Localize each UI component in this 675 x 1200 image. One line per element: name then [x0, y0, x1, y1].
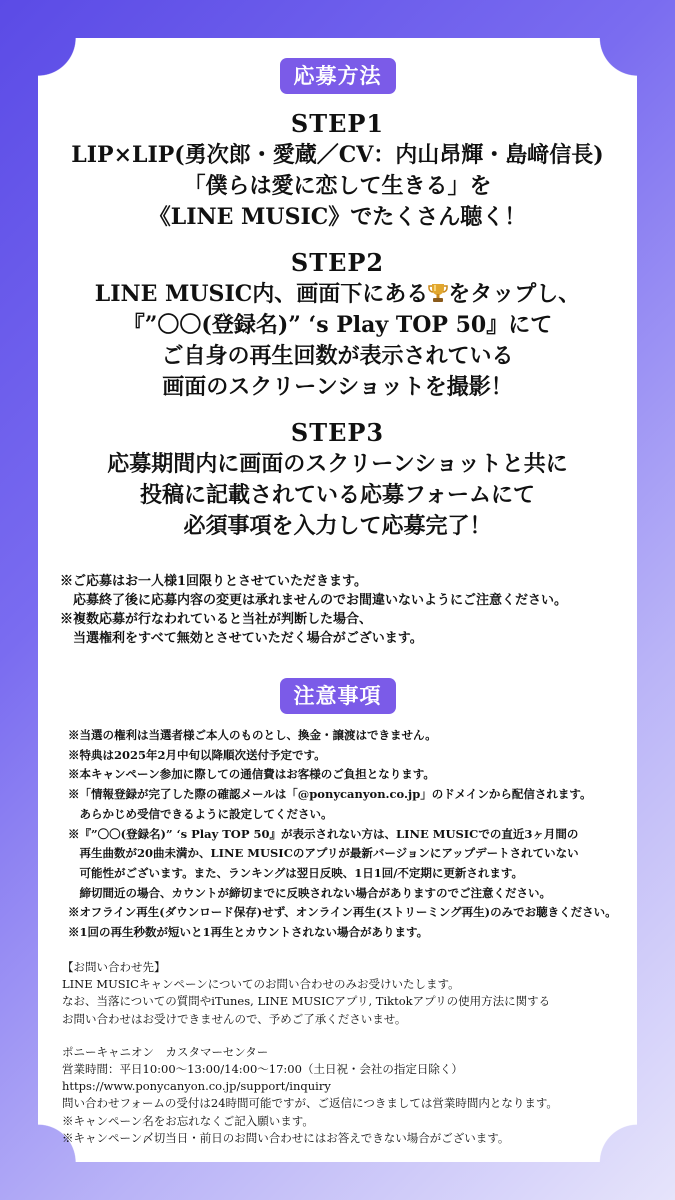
caution-line: ※当選の権利は当選者様ご本人のものとし、換金・譲渡はできません。	[68, 728, 437, 742]
note-line: 応募終了後に応募内容の変更は承れませんのでお間違いないようにご注意ください。	[60, 593, 568, 608]
step-1-line: 《LINE MUSIC》でたくさん聴く！	[148, 204, 527, 230]
caution-line: 可能性がございます。また、ランキングは翌日反映、1日1回/不定期に更新されます。	[68, 865, 524, 880]
contact-line: 営業時間：平日10:00～13:00/14:00～17:00（土日祝・会社の指定日除く）	[62, 1062, 463, 1077]
step-1	[0, 108, 675, 233]
contact-url: https://www.ponycanyon.co.jp/support/inquiry	[62, 1079, 331, 1094]
contact-line: 問い合わせフォームの受付は24時間可能ですが、ご返信につきましては営業時間内となります。	[62, 1096, 558, 1111]
note-line: ※ご応募はお一人様1回限りとさせていただきます。	[60, 574, 368, 589]
contact-line: なお、当落についての質問やiTunes, LINE MUSICアプリ, Tiktokアプリの使用方法に関する	[62, 994, 551, 1009]
note-line: ※複数応募が行なわれていると当社が判断した場合、	[60, 612, 373, 627]
trophy-icon	[428, 282, 448, 304]
section-title-cautions: 注意事項	[280, 678, 396, 714]
step-1-title: STEP1	[290, 109, 385, 138]
step-2-title: STEP2	[290, 248, 385, 277]
step-2-line	[0, 279, 675, 310]
caution-line: ※「情報登録が完了した際の確認メールは「@ponycanyon.co.jp」のドメインから配信されます。	[68, 787, 592, 802]
contact-line: LINE MUSICキャンペーンについてのお問い合わせのみお受けいたします。	[62, 977, 460, 992]
step-1-line: 「僕らは愛に恋して生きる」を	[183, 173, 492, 199]
step-3-title: STEP3	[290, 418, 385, 447]
caution-notes	[68, 726, 658, 943]
caution-line: 再生曲数が20曲未満か、LINE MUSICのアプリが最新バージョンにアップデートされていない	[68, 846, 579, 861]
steps-block	[0, 108, 675, 542]
step-1-line: LIP×LIP(勇次郎・愛蔵／CV：内山昂輝・島﨑信長)	[71, 142, 604, 168]
step-3-line: 必須事項を入力して応募完了！	[183, 513, 492, 539]
step-2-line: ご自身の再生回数が表示されている	[161, 343, 514, 369]
step-2	[0, 247, 675, 403]
caution-line: ※『”〇〇(登録名)” ‘s Play TOP 50』が表示されない方は、LINE MUSICでの直近3ヶ月間の	[68, 826, 579, 841]
spacer	[62, 1028, 652, 1044]
caution-line: あらかじめ受信できるように設定してください。	[68, 806, 333, 821]
step-2-line: 画面のスクリーンショットを撮影！	[162, 374, 513, 400]
caution-line: 締切間近の場合、カウントが締切までに反映されない場合がありますのでご注意ください。	[68, 885, 551, 900]
step-3-line: 投稿に記載されている応募フォームにて	[140, 482, 535, 508]
apply-notes	[60, 572, 660, 648]
contact-info	[62, 959, 652, 1147]
contact-heading: 【お問い合わせ先】	[62, 960, 166, 974]
step-3-line: 応募期間内に画面のスクリーンショットと共に	[107, 451, 568, 477]
note-line: 当選権利をすべて無効とさせていただく場合がございます。	[60, 631, 423, 646]
contact-line: ポニーキャニオン カスタマーセンター	[62, 1044, 269, 1059]
step-2-line-after: をタップし、	[448, 281, 581, 307]
caution-line: ※特典は2025年2月中旬以降順次送付予定です。	[68, 747, 326, 762]
caution-line: ※本キャンペーン参加に際しての通信費はお客様のご負担となります。	[68, 767, 435, 782]
caution-line: ※1回の再生秒数が短いと1再生とカウントされない場合があります。	[68, 925, 429, 940]
step-3	[0, 417, 675, 542]
step-2-line: 『”〇〇(登録名)” ‘s Play TOP 50』にて	[122, 312, 553, 338]
contact-line: ※キャンペーン〆切当日・前日のお問い合わせにはお答えできない場合がございます。	[62, 1130, 510, 1145]
section-title-apply-method: 応募方法	[280, 58, 396, 94]
contact-line: ※キャンペーン名をお忘れなくご記入願います。	[62, 1113, 314, 1128]
contact-line: お問い合わせはお受けできませんので、予めご了承くださいませ。	[62, 1011, 407, 1026]
caution-line: ※オフライン再生(ダウンロード保存)せず、オンライン再生(ストリーミング再生)のみでお聴きください。	[68, 905, 617, 920]
step-2-line-before: LINE MUSIC内、画面下にある	[94, 281, 429, 307]
